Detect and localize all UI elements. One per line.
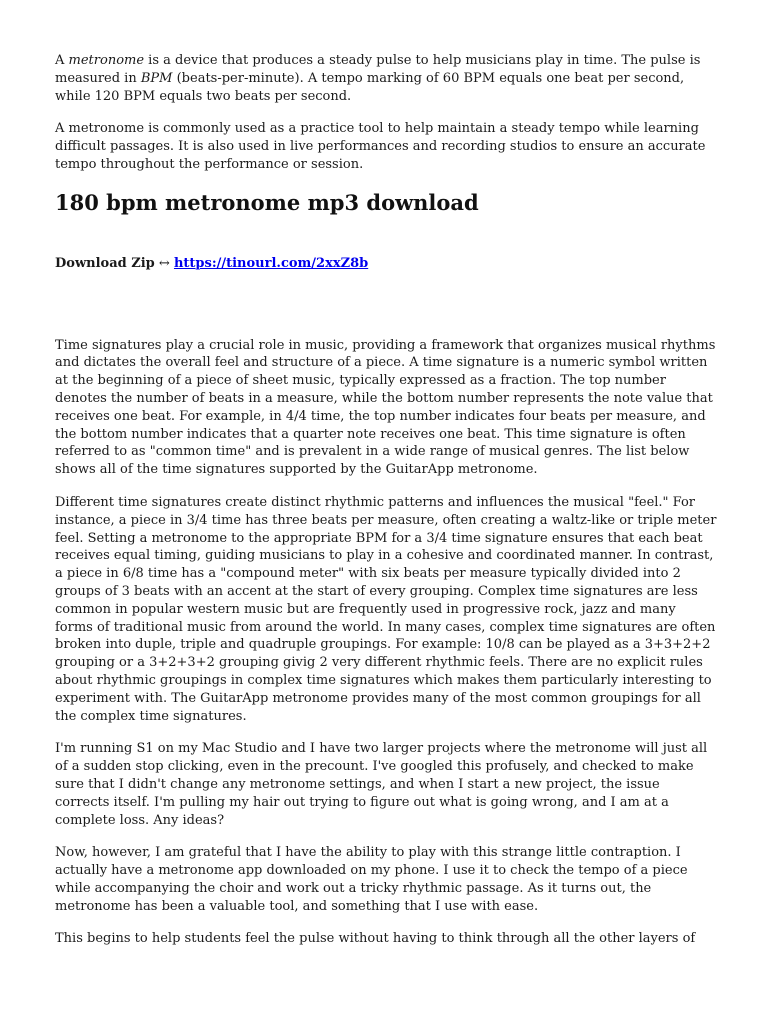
page-title: 180 bpm metronome mp3 download <box>55 189 479 215</box>
intro-text-a: A <box>55 53 69 68</box>
intro-text-b: is a device that produces a steady pulse to help musicians play in time. The pulse is measured in <box>55 53 701 86</box>
bidirectional-arrow-icon: ↔ <box>158 255 170 271</box>
body-paragraph-3: I'm running S1 on my Mac Studio and I have two larger projects where the metronome will just all of a sudden stop clicking, even in the precount. I've googled this profusely, and checked to make sure that I didn't change any metronome settings, and when I start a new project, the issue corrects itself. I'm pulling my hair out trying to figure out what is going wrong, and I am at a complete loss. Any ideas? <box>55 741 708 828</box>
intro-text-c: (beats-per-minute). A tempo marking of 60 BPM equals one beat per second, while 120 BPM equals two beats per second. <box>55 70 685 104</box>
body-paragraph-5: This begins to help students feel the pulse without having to think through all the other layers of <box>55 931 696 947</box>
body-paragraph-4: Now, however, I am grateful that I have the ability to play with this strange little contraption. I actually have a metronome app downloaded on my phone. I use it to check the tempo of a piece while accompanying the choir and work out a tricky rhythmic passage. As it turns out, the metronome has been a valuable tool, and something that I use with ease. <box>55 845 688 914</box>
term-bpm: BPM <box>140 70 173 86</box>
intro-paragraph-1 <box>55 52 717 105</box>
document-page <box>55 52 717 963</box>
download-line <box>55 255 717 273</box>
spacer <box>55 273 717 337</box>
intro-paragraph-2: A metronome is commonly used as a practice tool to help maintain a steady tempo while learning difficult passages. It is also used in live performances and recording studios to ensure an accurate tempo throughout the performance or session. <box>55 121 706 172</box>
download-label: Download Zip <box>55 255 155 271</box>
download-link[interactable]: https://tinourl.com/2xxZ8b <box>173 255 369 271</box>
body-paragraph-2: Different time signatures create distinct rhythmic patterns and influences the musical "feel." For instance, a piece in 3/4 time has three beats per measure, often creating a waltz-like or triple meter feel. Setting a metronome to the appropriate BPM for a 3/4 time signature ensures that each beat receives equal timing, guiding musicians to play in a cohesive and coordinated manner. In contrast, a piece in 6/8 time has a "compound meter" with six beats per measure typically divided into 2 groups of 3 beats with an accent at the start of every grouping. Complex time signatures are less common in popular western music but are frequently used in progressive rock, jazz and many forms of traditional music from around the world. In many cases, complex time signatures are often broken into duple, triple and quadruple groupings. For example: 10/8 can be played as a 3+3+2+2 grouping or a 3+2+3+2 grouping givig 2 very different rhythmic feels. There are no explicit rules about rhythmic groupings in complex time signatures which makes them particularly interesting to experiment with. The GuitarApp metronome provides many of the most common groupings for all the complex time signatures. <box>55 494 717 724</box>
body-paragraph-1: Time signatures play a crucial role in music, providing a framework that organizes musical rhythms and dictates the overall feel and structure of a piece. A time signature is a numeric symbol written at the beginning of a piece of sheet music, typically expressed as a fraction. The top number denotes the number of beats in a measure, while the bottom number represents the note value that receives one beat. For example, in 4/4 time, the top number indicates four beats per measure, and the bottom number indicates that a quarter note receives one beat. This time signature is often referred to as "common time" and is prevalent in a wide range of musical genres. The list below shows all of the time signatures supported by the GuitarApp metronome. <box>55 337 716 478</box>
term-metronome: metronome <box>68 53 145 68</box>
